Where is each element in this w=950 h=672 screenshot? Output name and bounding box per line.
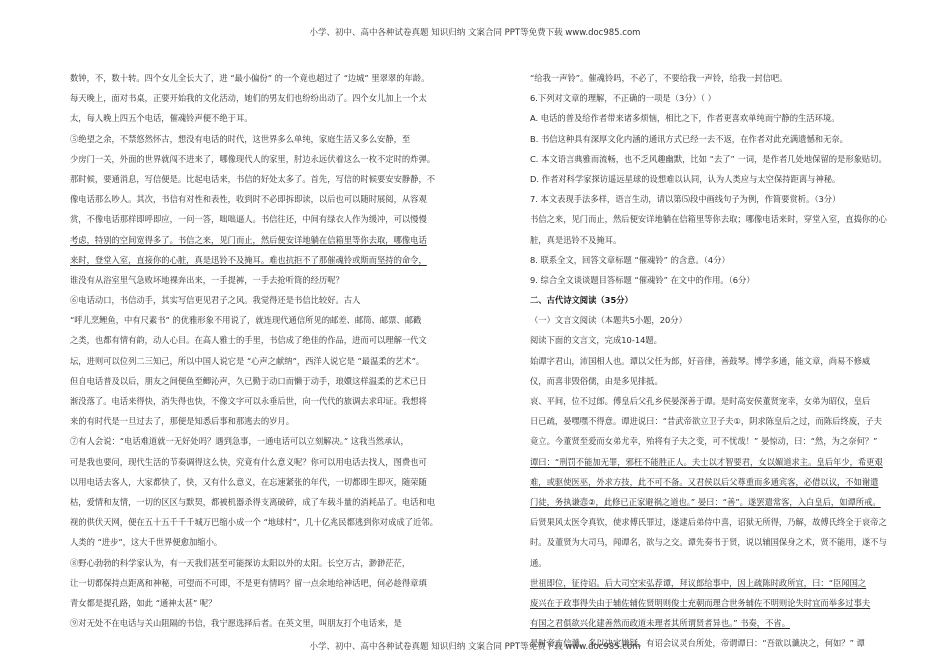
left-line: 枯，爱情和友情，一切的区区与默契，都被机器杀得支离破碎，成了车载斗量的消耗品了。电话和电 — [70, 496, 436, 507]
right-line: 日已疏，晏嘿嘿不得意。谭进说曰：“昔武帝欲立卫子夫①，阴求陈皇后之过，而陈后终废，子夫 — [530, 416, 882, 427]
right-line: “给我一声铃”。催魂铃吗，不必了，不要给我一声铃，给我一封信吧。 — [530, 73, 788, 83]
right-line: 竟立。今董贤至爱而女弟尤幸，殆将有子夫之变，可不忧哉！” 晏惊动，曰：“然，为之奈何？” — [530, 436, 878, 447]
left-line: 让一切都保持点距离和神秘，可望而不可即，不是更有情吗？留一点余地给神话吧，何必趁得章填 — [70, 577, 427, 588]
right-line: 废兴在于政事得失由于辅佐辅佐贤明则俊士充朝而理合世务辅佐不明则论失时宜而举多过事夫 — [530, 597, 871, 608]
left-line: 但自电话普及以后，朋友之间便鱼至鲫沁声，久已勤于动口而懒于动手，琅嬛这样温柔的艺术已日 — [70, 375, 427, 386]
left-line: 太，每人晚上四五个电话，催魂铃声便不绝于耳。 — [70, 113, 253, 124]
left-line: 来的有时代是一旦过去了，那便是知悉后事和那逃去的岁月。 — [70, 416, 295, 427]
right-line: 有国之君俱欲兴化建善然而政道未理者其所谓贤者异也。” 书奏，不省。 — [530, 618, 790, 629]
right-line: B. 书信这种具有深厚文化内涵的通讯方式已经一去不返，在作者对此充满遗憾和无奈。 — [530, 133, 848, 144]
left-column — [70, 68, 470, 633]
right-line: C. 本文语言典雅而流畅，也不乏风趣幽默，比如 “去了” 一词，是作者几处地保留的是形象贴切。 — [530, 153, 887, 164]
right-line: 通。 — [530, 557, 547, 568]
left-line: 那时候，要通消息，写信便是。比起电话来，书信的好处太多了。首先，写信的时候要安安静静，不 — [70, 173, 436, 184]
left-line: ⑨对无处不在电话与关山阻隔的书信，我宁愿选择后者。在英文里，叫朋友打个电话来，是 — [70, 618, 402, 629]
left-line: 之类，也都有情有韵，动人心目。在高人雅士的手里，书信成了绝佳的作品，进而可以理解一代文 — [70, 335, 427, 346]
right-line: A. 电话的普及给作者带来诸多烦恼，相比之下，作者更喜欢单纯而宁静的生活环境。 — [530, 113, 840, 124]
right-line: （一）文言文阅读（本题共5小题，20分） — [530, 315, 687, 326]
left-line: 坛，进则可以位列二三知己，所以中国人说它是 “心声之献纳”，西洋人说它是 “最温柔的艺术”。 — [70, 355, 425, 366]
page-header: 小学、初中、高中各种试卷真题 知识归纳 文案合同 PPT等免费下载 www.doc985.com — [309, 28, 641, 38]
right-line: 脏，真是迅铃不及掩耳。 — [530, 234, 622, 245]
left-line: 每天晚上，面对书桌，正要开始我的文化活动，她们的男友们也纷纷出动了。四个女儿加上一个太 — [70, 93, 427, 104]
right-line: 难，或驱使医巫，外求方技，此不可不备。又君侯以后父尊重而多通宾客，必借以议，不如谢遣 — [530, 476, 879, 487]
right-line: 8. 联系全文，回答文章标题 “催魂铃” 的含意。（4分） — [530, 254, 730, 265]
right-line: 6.下列对文章的理解，不正确的一项是（3分）（ ） — [530, 93, 716, 104]
right-line: 二、古代诗文阅读（35分） — [530, 295, 633, 306]
left-line: ⑧野心勃勃的科学家认为，有一天我们甚至可能探访太阳以外的太阳。长空万古，渺渺茫茫， — [70, 557, 411, 568]
left-line: 少房门一关，外面的世界就闯不进来了，哪像现代人的家里，肘边永远伏着这么一枚不定时的炸弹。 — [70, 153, 436, 164]
left-line: 渐没落了。电话来得快，消失得也快，不像文字可以永垂后世，向一代代的旅调去求印证。我想将 — [70, 396, 427, 406]
left-line: 以用电话去客人，大家都快了，快，又有什么意义，在忘速紧张的年代，一切都即生即灭，随荣随 — [70, 476, 427, 487]
left-line: 考虑，特别的空间宽得多了。书信之来，见门而止，然后便安详地躺在信箱里等你去取，哪像电话 — [70, 234, 427, 245]
right-line: 哀、平间，位不过郎。傅皇后父孔乡侯晏深善于谭。是时高安侯董贤宠幸，女弟为昭仪，皇后 — [530, 396, 871, 406]
right-line: 仪，而喜非毁俗儒，由是多见排抵。 — [530, 375, 663, 386]
page-footer: 小学、初中、高中各种试卷真题 知识归纳 文案合同 PPT等免费下载 www.doc985.com — [309, 642, 641, 652]
left-line: ⑥电话动口，书信动手，其实写信更见君子之风。我觉得还是书信比较好。古人 — [70, 295, 361, 306]
left-line: 来时，登堂入室，直接你的心脏，真是迅铃不及掩耳。难也抗拒不了那催魂铃或斯而坚持的命令， — [70, 254, 427, 265]
left-line: 赏，不像电话那样即呼即应，一问一答，咄咄逼人。书信往还，中间有绿衣人作为缓冲，可以慢慢 — [70, 214, 427, 225]
left-line: 谁没有从浴室里气急败坏地裸奔出来，一手提裤，一手去抢听筒的经历呢？ — [70, 274, 344, 285]
left-line: 数钟，不，数十转。四个女儿全长大了，进 “最小偏份” 的一个竟也超过了 “边城” 里翠翠的年龄。 — [70, 73, 430, 83]
left-line: “呼儿烹鲤鱼，中有尺素书” 的优雅形象不用说了，就连现代通信所见的邮差、邮筒、邮票、邮戳 — [70, 315, 422, 326]
right-column — [530, 68, 930, 653]
left-line: 可是我也要问，现代生活的节奏调得这么快，究竟有什么意义呢？你可以用电话去找人，图费也可 — [70, 456, 427, 467]
left-line: ⑦有人会说：“电话难道就一无好处吗？遇到急事，一通电话可以立刻解决。” 这我当然承认， — [70, 436, 409, 447]
left-line: 人类的 “进步”，这大千世界便愈加缩小。 — [70, 537, 223, 548]
right-line: 世祖即位，征待诏。后大司空宋弘荐谭，拜议郎给事中，因上疏陈时政所宜，曰：“臣闻国之 — [530, 577, 867, 588]
right-line: 9. 综合全文谈谈题目答标题 “催魂铃” 在文中的作用。（6分） — [530, 274, 755, 285]
left-line: 视的供伏天网，便在五十五千千千城万巴缩小成一个 “地球村”，几十亿兆民都逃到你对成成了近邻。 — [70, 517, 438, 528]
left-line: 青女都是提孔路，如此 “通神太甚” 呢？ — [70, 597, 217, 608]
left-line: ⑤绝望之余，不禁悠然怀古，想没有电话的时代，这世界多么单纯，家庭生活又多么安静，至 — [70, 133, 411, 144]
right-line: 7. 本文表现手法多样，语言生动，请以第⑸段中画线句子为例，作简要赏析。（3分） — [530, 194, 841, 205]
right-line: 阅读下面的文言文，完成10-14题。 — [530, 335, 662, 346]
right-line: 始谭字君山，沛国相人也。谭以父任为郎，好音律，善鼓琴。博学多通，能文章，尚易不修威 — [530, 355, 871, 366]
right-line: 书信之来，见门而止，然后便安详地躺在信箱里等你去取；哪像电话来时，穿堂入室，直捣你的心 — [530, 214, 887, 225]
right-line: 后贤果风太医令真钦，使求傅氏罪过，遂逮后弟侍中喜，诏狱无所得，乃解，故傅氏终全于哀帝之 — [530, 517, 887, 528]
right-line: 门徒，务执谦悫②，此修已正家避祸之道也。” 晏曰：“善”。遂罢遣常客，入白皇后，如谭所戒。 — [530, 496, 881, 507]
right-line: D. 作者对科学家探访遥远星球的设想难以认同，认为人类应与太空保持距离与神秘。 — [530, 173, 841, 184]
left-line: 像电话那么吵人。其次，书信有对性和表性，收到时不必即拆即读，以后也可以随时展阅，从容观 — [70, 194, 427, 205]
right-line: 谭曰：“刑罚不能加无罪，邪枉不能胜正人。夫士以才智要君，女以媚道求主。皇后年少，希更艰 — [530, 456, 883, 467]
right-line: 时。及董贤为大司马，闻谭名，欲与之交。谭先奏书于贤，说以辅国保身之术，贤不能用，遂不与 — [530, 537, 887, 548]
right-line: 是时帝方信谶，多以决定嫌疑。有诏会议灵台所处，帝谓谭曰：“吾欲以谶决之，何如？” 谭 — [530, 638, 865, 649]
